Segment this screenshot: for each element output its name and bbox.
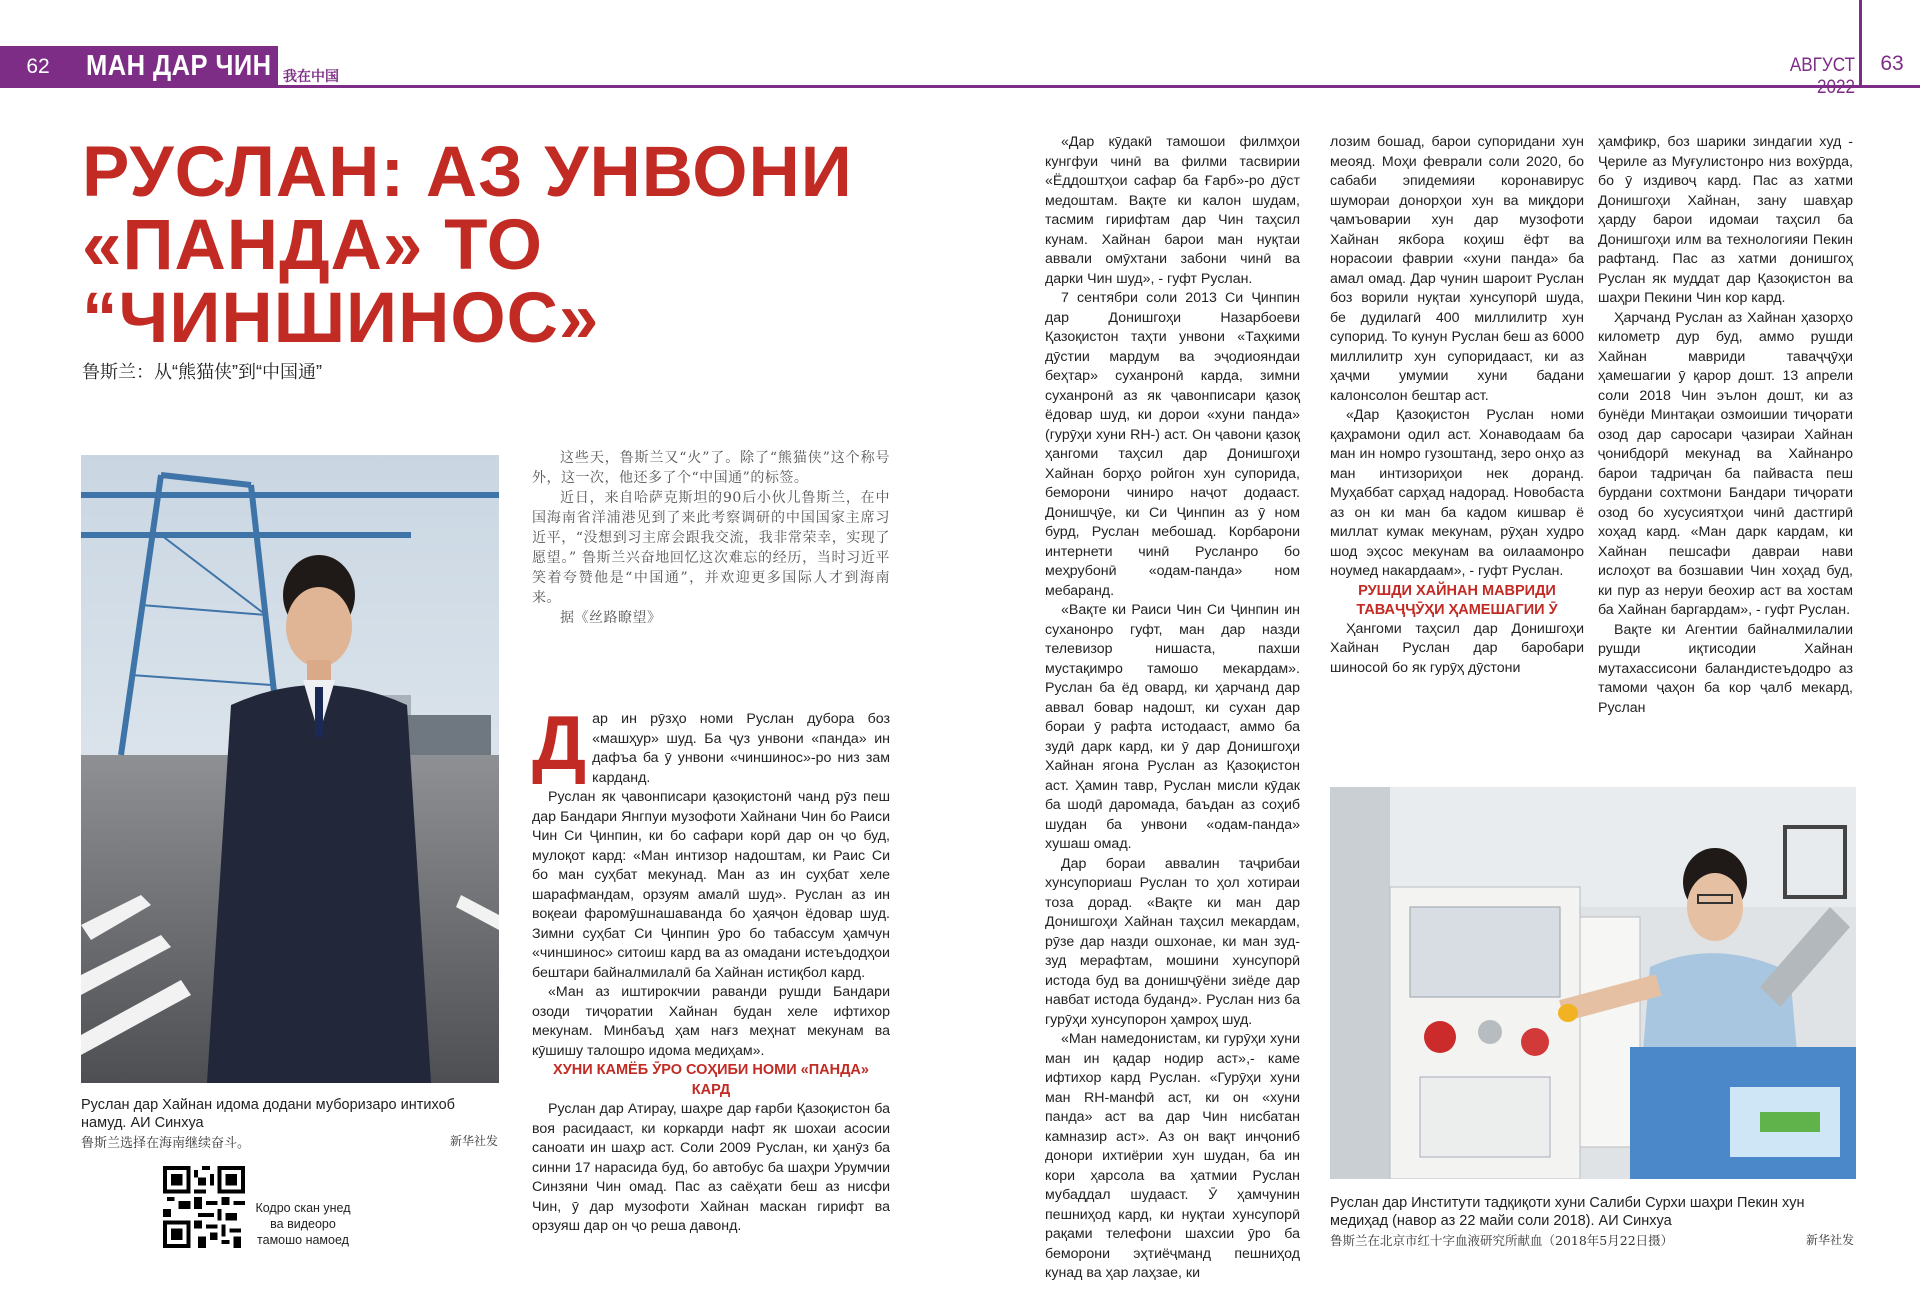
page-number-left: 62	[26, 55, 50, 78]
cn-paragraph: 近日，来自哈萨克斯坦的90后小伙儿鲁斯兰，在中国海南省洋浦港见到了来此考察调研的中国国家主席习近平，“没想到习主席会跟我交流，我非常荣幸，实现了愿望。” 鲁斯兰兴奋地回忆这次难忘的经历，当时习近平笑着夸赞他是“中国通”，并欢迎更多国际人才到海南来。	[532, 490, 890, 606]
title-line: “ЧИНШИНОС»	[82, 279, 600, 358]
body-paragraph: лозим бошад, барои супоридани хун меояд. Моҳи феврали соли 2020, бо сабаби эпидемияи коронавирус шумораи донорҳои хун ва миқдори ҷамъоварии хун дар музофоти Хайнан якбора коҳиш ёфт ва норасоии фаврии «хуни панда» ба амал омад. Дар чунин шароит Руслан боз ворили нуқтаи хунсупорӣ шуда, бе дудилагӣ 400 миллилитр хун супорид. То кунун Руслан беш аз 6000 миллилитр хун супоридааст, ки аз ҳаҷми умумии хуни бадани калонсолон бештар аст.	[1330, 134, 1584, 404]
body-paragraph: Дар бораи аввалин таҷрибаи хунсупориаш Руслан то ҳол хотираи тоза дорад. «Вақте ки ман дар Донишгоҳи Хайнан таҳсил мекардам, рӯзе дар назди ошхонае, ки ман зуд-зуд мерафтам, мошини хунсупорӣ истода буд ва донишҷӯёни зиёде дар навбат истода буданд». Руслан низ ба гурӯҳи хунсупорон ҳамроҳ шуд.	[1045, 855, 1300, 1028]
body-paragraph: Ҳангоми таҳсил дар Донишгоҳи Хайнан Руслан дар баробари шиносоӣ бо як гурӯҳ дӯстони	[1330, 620, 1584, 676]
body-paragraph: Вақте ки Агентии байналмилалии рушди иқтисодии Хайнан мутахассисони баландистеъдодро аз тамоми ҷаҳон ба кор ҷалб мекард, Руслан	[1598, 621, 1853, 716]
body-paragraph: ҳамфикр, боз шарики зиндагии худ - Ҷериле аз Муғулистонро низ вохӯрда, бо ӯ издивоҷ кард. Пас аз хатми Донишгоҳи Хайнан, зану шавҳар ҳарду барои идомаи таҳсил ба Донишгоҳи илм ва технологияи Пекин рафтанд. Пас аз хатми донишгоҳ Руслан як муддат дар Қазоқистон ва шаҳри Пекини Чин кор кард.	[1598, 134, 1853, 306]
body-paragraph: «Дар Қазоқистон Руслан номи қаҳрамони одил аст. Хонаводаам ба ман ин номро гузоштанд, зеро онҳо аз ман интизориҳои нек доранд. Муҳаббат сарҳад надорад. Новобаста аз он ки ман ба кадом кишвар ё миллат кумак мекунам, рӯҳан худро шод эҳсос мекунам ва оилаамонро ноумед накардаам», - гуфт Руслан.	[1330, 407, 1584, 579]
article-subtitle-cn: 鲁斯兰：从“熊猫侠”到“中国通”	[82, 362, 322, 382]
article-column-3	[1045, 133, 1300, 1284]
article-column-4	[1330, 133, 1584, 678]
section-title-cn: 我在中国	[283, 69, 339, 85]
qr-code-icon[interactable]	[163, 1166, 245, 1248]
subheading: РУШДИ ХАЙНАН МАВРИДИ ТАВАҶҶӮҲИ ҲАМЕШАГИИ Ӯ	[1356, 582, 1558, 618]
photo1-caption: Руслан дар Хайнан идома додани муборизаро интихоб намуд. АИ Синхуа	[81, 1097, 455, 1131]
title-line: «ПАНДА» ТО	[82, 206, 543, 285]
qr-instruction: Кодро скан унед ва видеоро тамошо намоед	[255, 1201, 351, 1247]
section-title: МАН ДАР ЧИН	[86, 50, 272, 82]
page-number-right: 63	[1880, 52, 1904, 75]
cn-paragraph: 这些天，鲁斯兰又“火”了。除了“熊猫侠”这个称号外，这一次，他还多了个“中国通”的标签。	[532, 450, 890, 486]
body-paragraph: «Ман намедонистам, ки гурӯҳи хуни ман ин қадар нодир аст»,- каме ифтихор кард Руслан. «Гурӯҳи хуни ман RH-манфӣ аст, ки он «хуни панда» аст ва дар Чин нисбатан камназир аст». Аз он вақт инҷониб донори ихтиёрии хун шудан, ба ин кори ҳарсола ва ҳатмии Руслан мубаддал шудааст. Ӯ ҳамчунин пешниҳод кард, ки нуқтаи хунсупорӣ рақами телефони шахсии ӯро ба беморони эҳтиёҷманд пешниҳод кунад ва ҳар лаҳзае, ки	[1045, 1031, 1300, 1281]
issue-date: АВГУСТ 2022	[1789, 55, 1855, 98]
lead-paragraph: ар ин рӯзҳо номи Руслан дубора боз «машҳур» шуд. Ба ҷуз унвони «панда» ин дафъа ба ӯ унвони «чиншинос»-ро низ зам карданд.	[592, 711, 890, 786]
chinese-intro	[532, 448, 890, 628]
photo2-caption-cn: 鲁斯兰在北京市红十字血液研究所献血（2018年5月22日摄）	[1330, 1233, 1674, 1248]
body-paragraph: «Ман аз иштирокчии раванди рушди Бандари озоди тиҷоратии Хайнан будан хеле ифтихор мекунам. Минбаъд ҳам нағз меҳнат мекунам ва кӯшишу талошро идома медиҳам».	[532, 984, 890, 1059]
drop-cap: Д	[532, 701, 587, 786]
body-paragraph: «Вақте ки Раиси Чин Си Ҷинпин ин суханонро гуфт, ман дар назди телевизор нишаста, пахши мустақимро тамошо мекардам». Руслан ба ёд овард, ки ҳарчанд дар аввал бовар надошт, ки сухан дар бораи ӯ рафта истодааст, аммо ба зудӣ дарк кард, ки ӯ дар Донишгоҳи Хайнан ягона Руслан аз Қазоқистон аст. Ҳамин тавр, Руслан мисли кӯдак ба шодӣ даромада, баъдан аз соҳиб шудан ба унвони «одам-панда» хушаш омад.	[1045, 602, 1300, 852]
header-rule	[0, 85, 1920, 88]
body-paragraph: 7 сентябри соли 2013 Си Ҷинпин дар Донишгоҳи Назарбоеви Қазоқистон таҳти унвони «Таҳкими дӯстии мардум ва эҷодиояндаи беҳтар» суханронӣ карда, зимни суханронӣ аз як ҷавонписари қазоқ ёдовар шуд, ки дорои «хуни панда» (гурӯҳи хуни RH-) аст. Он ҷавони қазоқ ҳангоми таҳсил дар Донишгоҳи Хайнан борҳо ройгон хун супорида, беморони чиниро наҷот додааст. Донишҷӯе, ки Си Ҷинпин аз ӯ ном бурд, Руслан мебошад. Корбарони интернети чинӣ Русланро бо меҳрубонӣ «одам-панда» ном мебаранд.	[1045, 290, 1300, 599]
photo2-source-cn: 新华社发	[1806, 1233, 1855, 1247]
article-title	[82, 133, 853, 358]
body-paragraph: Ҳарчанд Руслан аз Хайнан ҳазорҳо километр дур буд, аммо рушди Хайнан мавриди таваҷҷӯҳи ҳамешагии ӯ қарор дошт. 13 апрели соли 2018 Чин эълон дошт, ки аз бунёди Минтақаи озмоишии тиҷорати озод дар саросари ҷазираи Хайнан ҷонибдорӣ мекунад ва Хайнанро барои тадриҷан ба пайваста пеш бурдани сохтмони Бандари тиҷорати озод бо хусусиятҳои чинӣ дастгирӣ хоҳад кард. «Ман дарк кардам, ки Хайнан пешсафи давраи нави ислоҳот ва бозшавии Чин хоҳад буд, ки пур аз неруи беохир аст ва хостам ба Хайнан баргардам», - гуфт Руслан.	[1598, 309, 1853, 618]
article-column-5	[1598, 133, 1853, 718]
body-paragraph: Руслан дар Атирау, шаҳре дар ғарби Қазоқистон ба воя расидааст, ки коркарди нафт як шохаи асосии саноати ин шаҳр аст. Соли 2009 Руслан, ки ҳанӯз ба синни 17 нарасида буд, бо автобус ба шаҳри Урумчии Синзяни Чин омад. Пас аз саёҳати беш аз нисфи Чин, ӯ дар музофоти Хайнан маскан гирифт ва орзуяш дар он ҷо реша давонд.	[532, 1101, 890, 1234]
body-paragraph: «Дар кӯдакӣ тамошои филмҳои кунгфуи чинӣ ва филми тасвирии «Ёддоштҳои сафар ба Ғарб»-ро дӯст медоштам. Вақте ки калон шудам, тасмим гирифтам дар Чин таҳсил кунам. Хайнан барои ман нуқтаи аввали омӯхтани забони чинӣ ва дарки Чин шуд», - гуфт Руслан.	[1045, 134, 1300, 287]
photo1-caption-cn: 鲁斯兰选择在海南继续奋斗。	[81, 1136, 251, 1151]
title-line: РУСЛАН: АЗ УНВОНИ	[82, 133, 853, 212]
port-photo-illustration	[81, 455, 499, 1083]
article-column-1	[532, 701, 890, 1237]
photo2-caption: Руслан дар Институти тадқиқоти хуни Салиби Сурхи шаҳри Пекин хун медиҳад (навор аз 22 майи соли 2018). АИ Синхуа	[1330, 1195, 1805, 1229]
donation-photo-illustration	[1330, 787, 1856, 1179]
photo-ruslan-port	[81, 455, 499, 1083]
subheading: ХУНИ КАМЁБ ӮРО СОҲИБИ НОМИ «ПАНДА» КАРД	[553, 1062, 869, 1098]
photo-ruslan-blood-donation	[1330, 787, 1856, 1179]
body-paragraph: Руслан як ҷавонписари қазоқистонӣ чанд рӯз пеш дар Бандари Янгпуи музофоти Хайнани Чин бо Раиси Чин Си Ҷинпин, ки бо сафари корӣ дар он ҷо буд, мулоқот кард: «Ман интизор надоштам, ки Раис Си бо ман суҳбат мекунад. Ман аз ин суҳбат хеле шарафмандам, орзуям амалӣ шуд». Руслан аз ин воқеаи фаромӯшнашаванда бо ҳаяҷон ёдовар шуд. Зимни суҳбат Си Ҷинпин ӯро бо табассум ҳамчун «чиншинос» ситоиш кард ва аз омадани истеъдодҳои бештари байналмилалӣ ба Хайнан истиқбол кард.	[532, 789, 890, 981]
photo1-source-cn: 新华社发	[450, 1134, 499, 1148]
cn-source: 据《丝路瞭望》	[560, 610, 662, 626]
